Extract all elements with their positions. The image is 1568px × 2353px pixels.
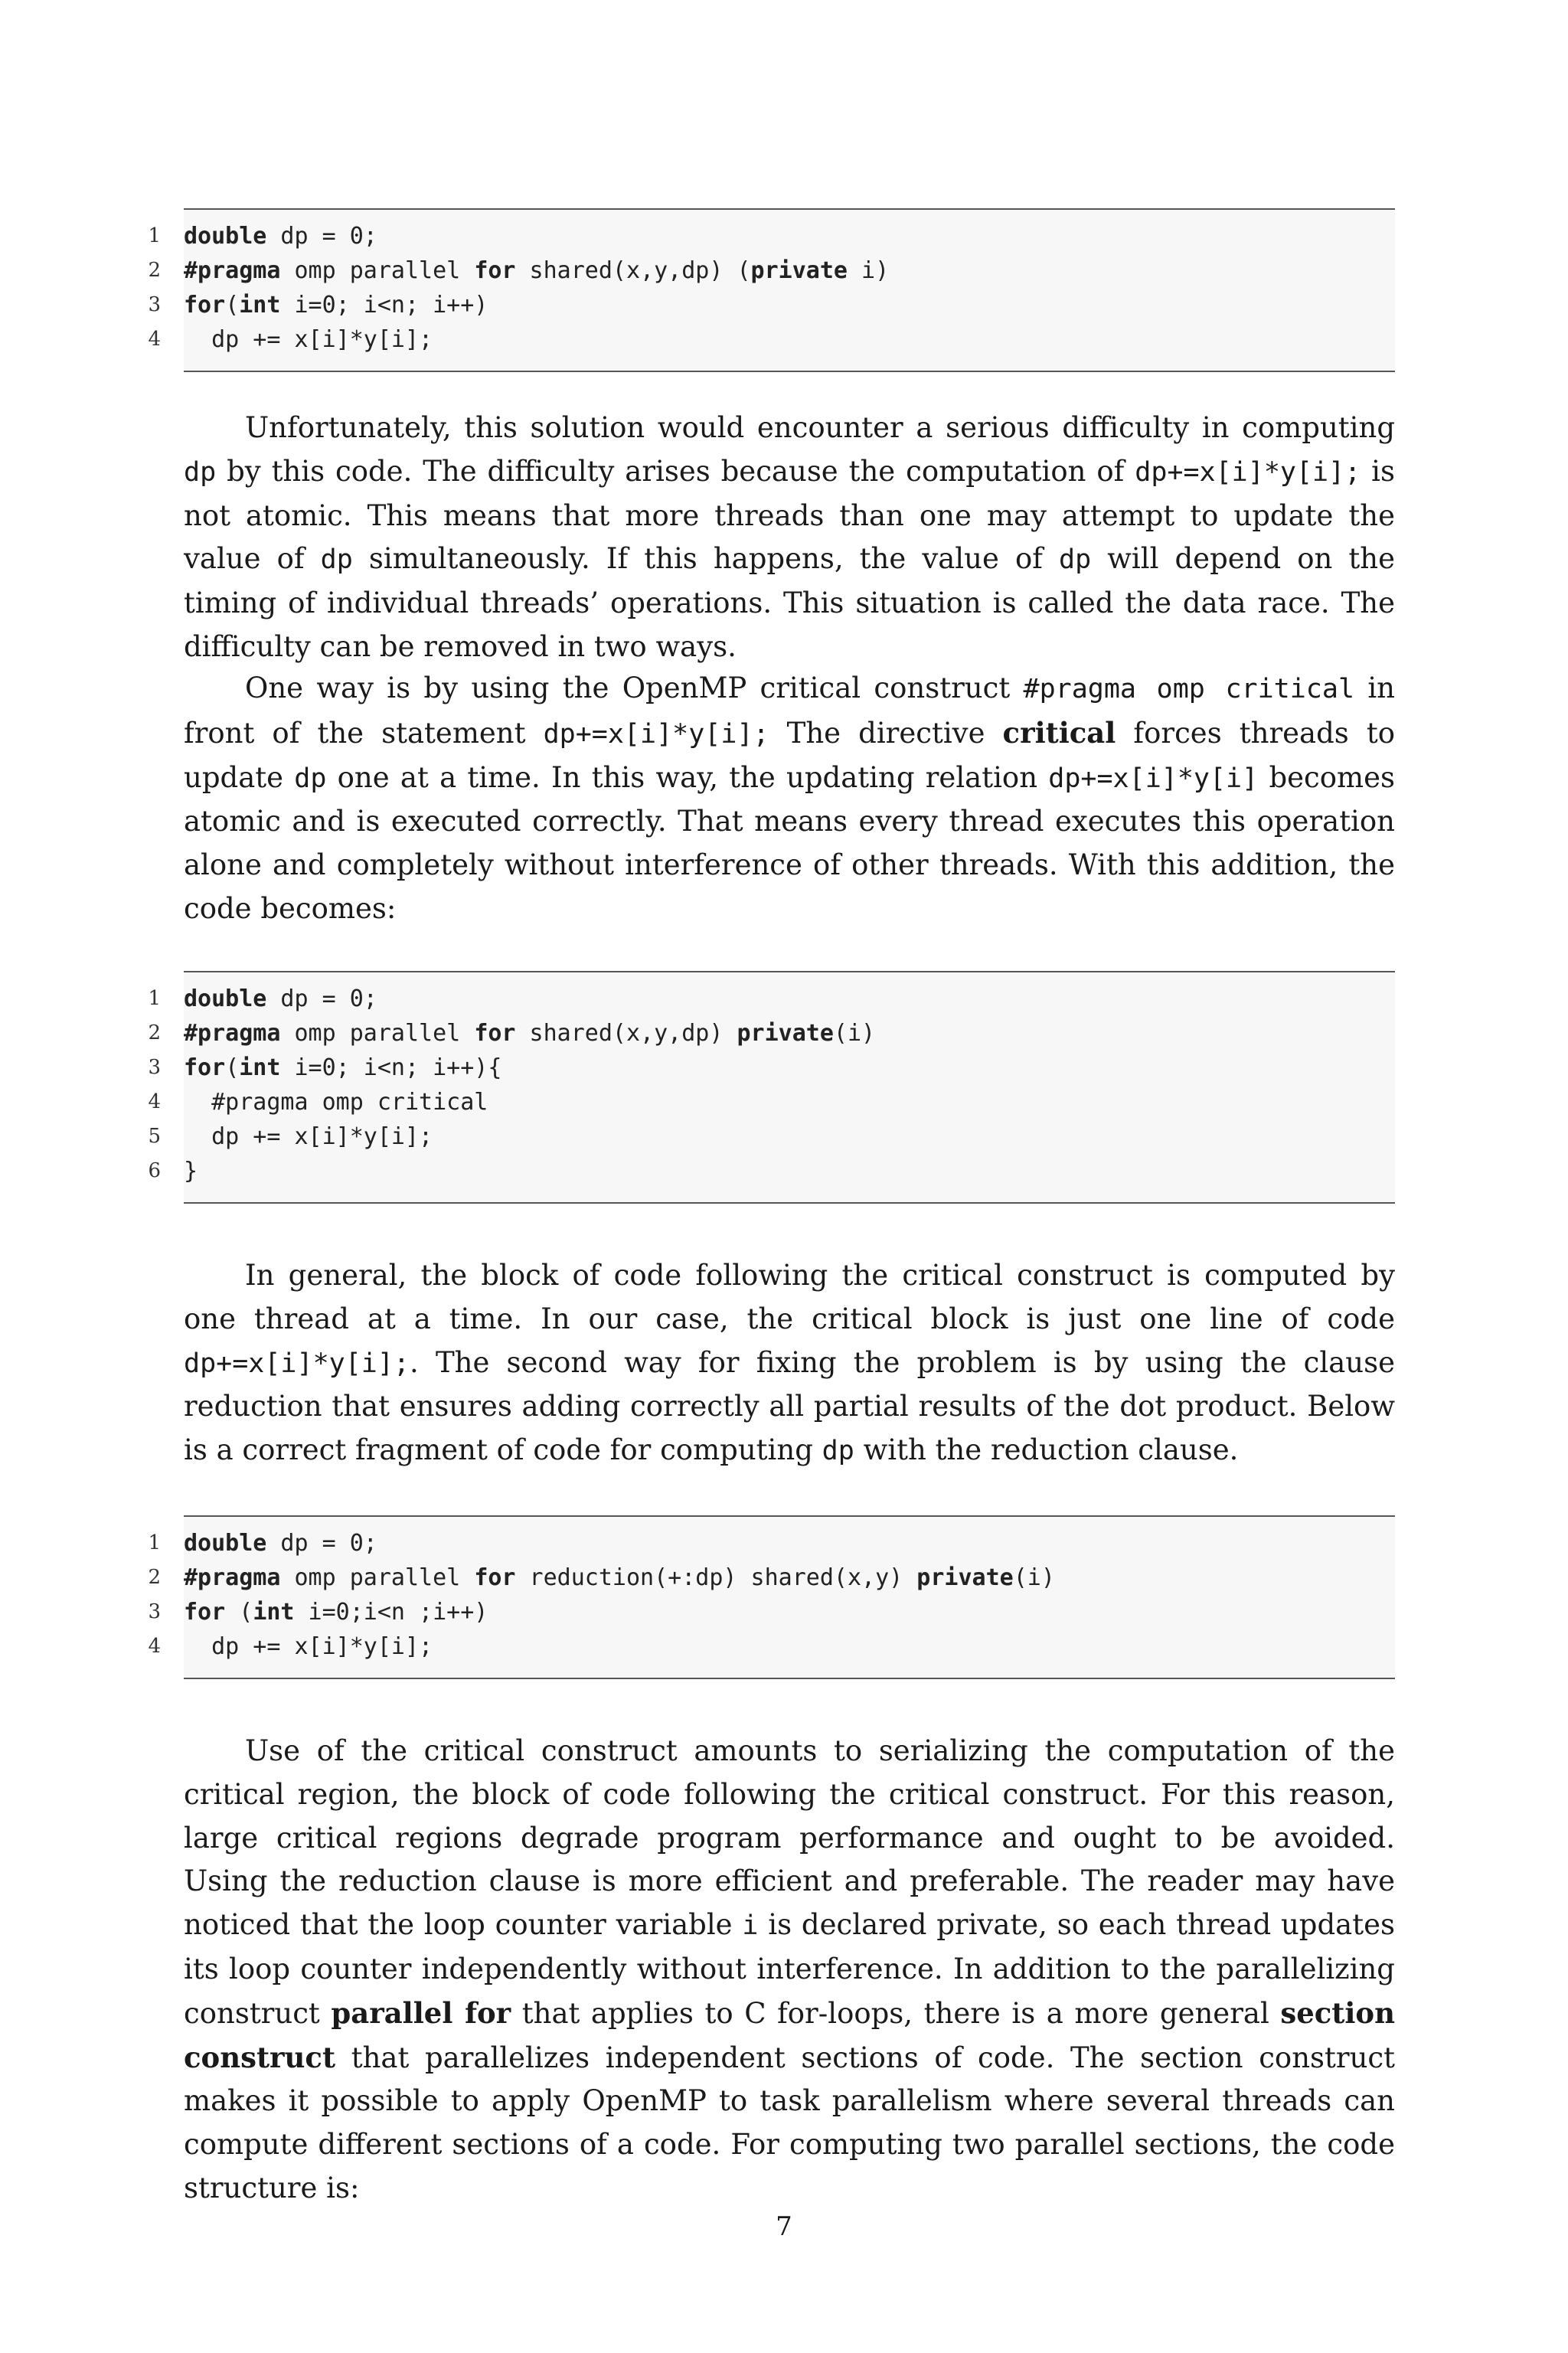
code-line: double dp = 0; [184, 985, 377, 1012]
code-line: #pragma omp critical [184, 1089, 488, 1116]
code-listing-3 [148, 1515, 1395, 1679]
paragraph-critical-construct: One way is by using the OpenMP critical construct #pragma omp critical in front of the statement dp+=x[i]*y[i]; The directive critical forces threads to update dp one at a time. In this way, the updating relation dp+=x[i]*y[i] becomes atomic and is executed correctly. That means every thread executes this operation alone and completely without interference of other threads. With this addition, the code becomes: [184, 672, 1395, 925]
line-number: 1 [148, 987, 161, 1010]
line-number: 1 [148, 224, 161, 247]
line-number: 3 [148, 1600, 161, 1623]
line-number: 4 [148, 328, 161, 351]
code-line: dp += x[i]*y[i]; [184, 1633, 433, 1660]
line-number: 4 [148, 1635, 161, 1658]
code-line: double dp = 0; [184, 223, 377, 250]
line-number: 6 [148, 1159, 161, 1182]
code-line: #pragma omp parallel for reduction(+:dp) shared(x,y) private(i) [184, 1564, 1055, 1591]
code-line: #pragma omp parallel for shared(x,y,dp) (private i) [184, 257, 890, 284]
line-number: 5 [148, 1125, 161, 1148]
line-number: 3 [148, 293, 161, 316]
code-line: for(int i=0; i<n; i++) [184, 292, 488, 319]
line-number: 2 [148, 1566, 161, 1589]
code-listing-2 [148, 971, 1395, 1204]
line-number: 1 [148, 1531, 161, 1554]
paragraph-data-race: Unfortunately, this solution would encounter a serious difficulty in computing dp by this code. The difficulty arises because the computation of dp+=x[i]*y[i]; is not atomic. This means that more threads than one may attempt to update the value of dp simultaneously. If this happens, the value of dp will depend on the timing of individual threads’ operations. This situation is called the data race. The difficulty can be removed in two ways. [184, 411, 1396, 663]
code-line: for (int i=0;i<n ;i++) [184, 1599, 488, 1626]
code-line: dp += x[i]*y[i]; [184, 326, 433, 353]
paragraph-section-construct: Use of the critical construct amounts to serializing the computation of the critical region, the block of code following the critical construct. For this reason, large critical regions degrade program performance and ought to be avoided. Using the reduction clause is more efficient and preferable. The reader may have noticed that the loop counter variable i is declared private, so each thread updates its loop counter independently without interference. In addition to the parallelizing construct parallel for that applies to C for-loops, there is a more general section construct that parallelizes independent sections of code. The section construct makes it possible to apply OpenMP to task parallelism where several threads can compute different sections of a code. For computing two parallel sections, the code structure is: [184, 1734, 1395, 2204]
line-number: 4 [148, 1090, 161, 1113]
code-line: #pragma omp parallel for shared(x,y,dp) private(i) [184, 1020, 876, 1047]
paragraph-reduction: In general, the block of code following the critical construct is computed by one thread at a time. In our case, the critical block is just one line of code dp+=x[i]*y[i];. The second way for fixing the problem is by using the clause reduction that ensures adding correctly all partial results of the dot product. Below is a correct fragment of code for computing dp with the reduction clause. [184, 1259, 1395, 1467]
code-line: } [184, 1158, 198, 1185]
line-number: 2 [148, 1021, 161, 1044]
page-number: 7 [776, 2211, 792, 2242]
line-number: 3 [148, 1056, 161, 1079]
code-line: double dp = 0; [184, 1530, 377, 1557]
code-listing-1 [148, 208, 1395, 372]
line-number: 2 [148, 259, 161, 282]
code-line: for(int i=0; i<n; i++){ [184, 1054, 502, 1081]
code-line: dp += x[i]*y[i]; [184, 1123, 433, 1150]
